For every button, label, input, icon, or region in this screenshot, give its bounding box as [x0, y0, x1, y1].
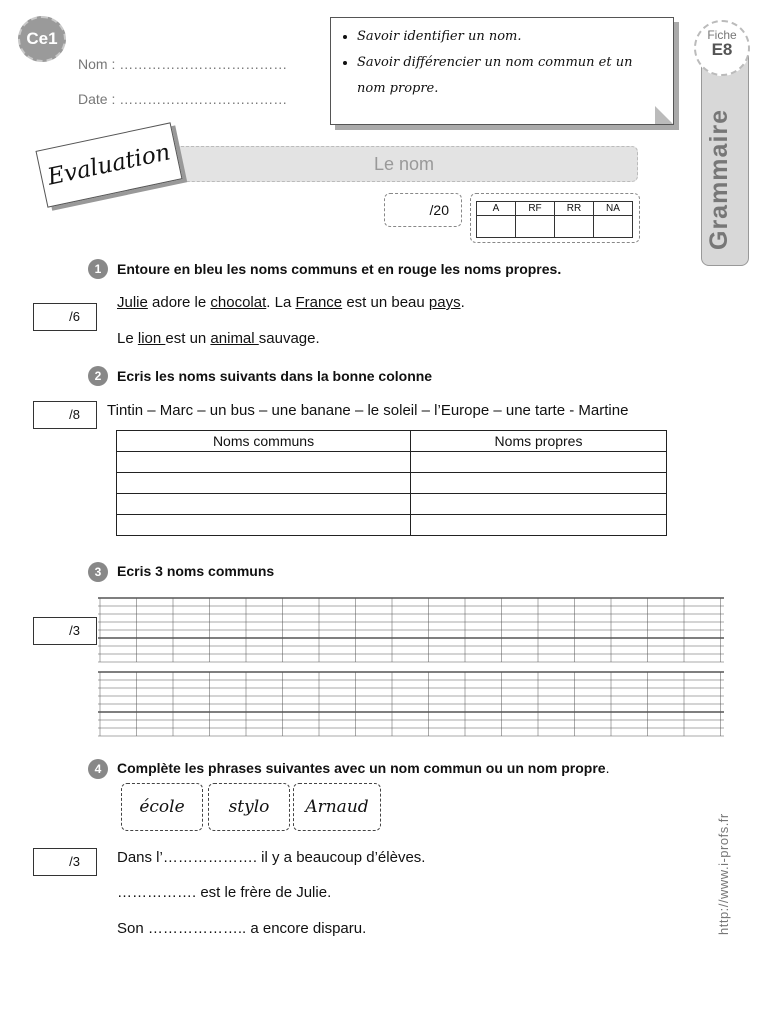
grade-col-na: NA	[594, 202, 633, 216]
sentence-1: Dans l’………………. il y a beaucoup d’élèves.	[117, 849, 426, 866]
column-header-common: Noms communs	[117, 431, 411, 452]
fiche-label: Fiche	[707, 28, 737, 42]
answer-cell[interactable]	[117, 515, 411, 536]
objectives-box	[330, 17, 674, 125]
total-score-box: /20	[384, 193, 462, 227]
grade-col-a: A	[477, 202, 516, 216]
writing-lines[interactable]	[98, 596, 724, 740]
text: adore le	[147, 294, 211, 311]
level-badge: Ce1	[18, 16, 66, 62]
evaluation-label: Evaluation	[35, 122, 182, 207]
answer-cell[interactable]	[117, 452, 411, 473]
objective-2: • Savoir différencier un nom commun et un nom propre.	[357, 50, 663, 102]
website-link[interactable]: http://www.i-profs.fr	[716, 813, 731, 935]
text: Le	[117, 330, 138, 347]
word-card[interactable]: Arnaud	[293, 783, 381, 831]
text: . La	[266, 294, 296, 311]
sorting-table	[116, 430, 667, 536]
answer-cell[interactable]	[117, 473, 411, 494]
answer-cell[interactable]	[411, 452, 667, 473]
objective-1: • Savoir identifier un nom.	[357, 24, 663, 50]
fiche-badge	[694, 20, 750, 76]
answer-cell[interactable]	[411, 515, 667, 536]
exercise-3-instruction: Ecris 3 noms communs	[117, 563, 275, 579]
word-card[interactable]: école	[121, 783, 203, 831]
word-lion[interactable]: lion	[137, 330, 166, 347]
answer-cell[interactable]	[411, 494, 667, 515]
instruction-text: Complète les phrases suivantes avec un nom commun ou un nom propre	[117, 760, 606, 776]
sentence-3: Son ……………….. a encore disparu.	[117, 920, 367, 937]
exercise-3-score: /3	[33, 617, 97, 645]
date-field: Date : ………………………………	[78, 91, 288, 107]
page-title: Le nom	[170, 146, 638, 182]
subject-label: Grammaire	[705, 108, 733, 250]
word-pays[interactable]: pays	[428, 294, 461, 311]
exercise-1-number: 1	[88, 259, 108, 279]
grade-col-rr: RR	[555, 202, 594, 216]
grade-grid	[470, 193, 640, 243]
grade-col-rf: RF	[516, 202, 555, 216]
exercise-1-instruction: Entoure en bleu les noms communs et en rouge les noms propres.	[117, 261, 562, 277]
column-header-proper: Noms propres	[411, 431, 667, 452]
name-field: Nom : ………………………………	[78, 56, 288, 72]
answer-cell[interactable]	[411, 473, 667, 494]
sentence-2: ……………. est le frère de Julie.	[117, 884, 332, 901]
grade-cell[interactable]	[594, 216, 633, 238]
exercise-4-instruction	[117, 760, 609, 776]
word-card[interactable]: stylo	[208, 783, 290, 831]
exercise-2-number: 2	[88, 366, 108, 386]
page-fold-icon	[655, 106, 673, 124]
fiche-code: E8	[711, 40, 733, 59]
word-chocolat[interactable]: chocolat	[210, 294, 267, 311]
grade-cell[interactable]	[516, 216, 555, 238]
grade-cell[interactable]	[555, 216, 594, 238]
instruction-end: .	[605, 760, 610, 776]
exercise-2-score: /8	[33, 401, 97, 429]
exercise-2-instruction: Ecris les noms suivants dans la bonne colonne	[117, 368, 433, 384]
exercise-4-score: /3	[33, 848, 97, 876]
grade-cell[interactable]	[477, 216, 516, 238]
word-julie[interactable]: Julie	[117, 294, 148, 311]
text: est un beau	[342, 294, 429, 311]
exercise-2-word-list: Tintin – Marc – un bus – une banane – le soleil – l’Europe – une tarte - Martine	[107, 402, 629, 419]
exercise-1-sentence-2	[117, 330, 320, 347]
text: .	[460, 294, 465, 311]
text: est un	[165, 330, 211, 347]
answer-cell[interactable]	[117, 494, 411, 515]
exercise-3-number: 3	[88, 562, 108, 582]
text: sauvage.	[258, 330, 320, 347]
exercise-1-score: /6	[33, 303, 97, 331]
exercise-4-number: 4	[88, 759, 108, 779]
word-france[interactable]: France	[295, 294, 343, 311]
word-animal[interactable]: animal	[210, 330, 259, 347]
exercise-1-sentence-1	[117, 294, 465, 311]
